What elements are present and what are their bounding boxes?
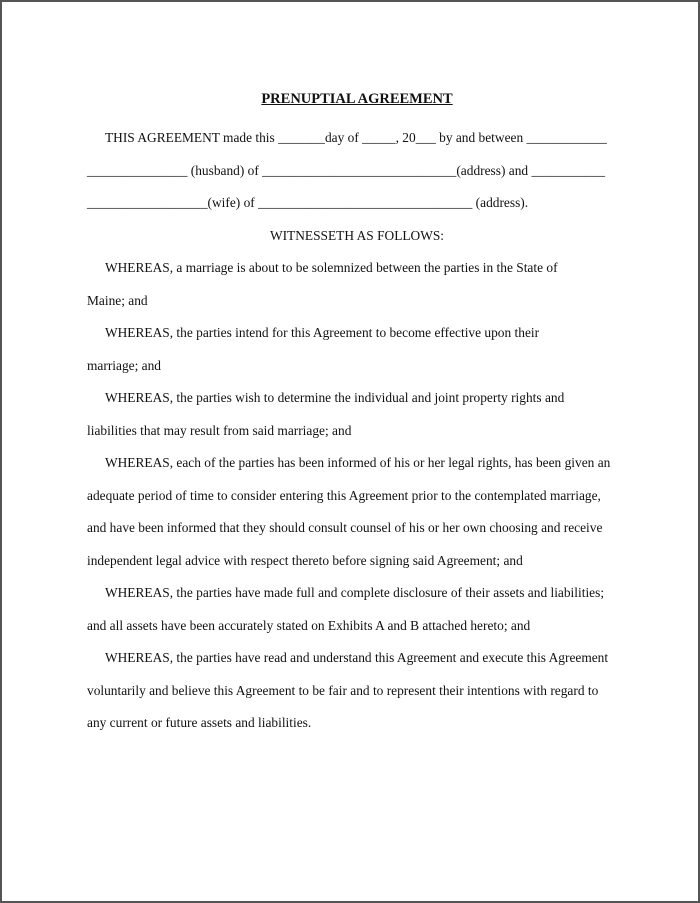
document-line: WHEREAS, each of the parties has been informed of his or her legal rights, has been given an <box>105 455 611 470</box>
document-line: voluntarily and believe this Agreement to be fair and to represent their intentions with regard to <box>87 682 599 698</box>
document-line: Maine; and <box>87 292 148 308</box>
document-line: and have been informed that they should consult counsel of his or her own choosing and receive <box>87 520 603 535</box>
document-line: independent legal advice with respect thereto before signing said Agreement; and <box>87 552 523 568</box>
document-title: PRENUPTIAL AGREEMENT <box>261 91 453 107</box>
document-line: and all assets have been accurately stated on Exhibits A and B attached hereto; and <box>87 617 531 633</box>
document-line: WHEREAS, a marriage is about to be solemnized between the parties in the State of <box>105 260 558 275</box>
document-line: __________________(wife) of ________________________________ (address). <box>87 195 529 210</box>
section-heading: WITNESSETH AS FOLLOWS: <box>269 227 445 243</box>
document-line: THIS AGREEMENT made this _______day of _____, 20___ by and between ____________ <box>105 130 607 145</box>
document-line: WHEREAS, the parties wish to determine the individual and joint property rights and <box>105 390 565 405</box>
document-line: WHEREAS, the parties have read and understand this Agreement and execute this Agreement <box>105 650 609 665</box>
document-line: any current or future assets and liabilities. <box>87 715 312 730</box>
document-line: WHEREAS, the parties intend for this Agreement to become effective upon their <box>105 325 540 340</box>
document-line: adequate period of time to consider entering this Agreement prior to the contemplated marriage, <box>87 487 601 503</box>
document-line: marriage; and <box>87 357 161 373</box>
document-line: _______________ (husband) of _____________________________(address) and ___________ <box>87 162 606 178</box>
document-line: liabilities that may result from said marriage; and <box>87 422 352 438</box>
document-line: WHEREAS, the parties have made full and complete disclosure of their assets and liabilities; <box>105 585 605 600</box>
document-body <box>87 88 627 740</box>
